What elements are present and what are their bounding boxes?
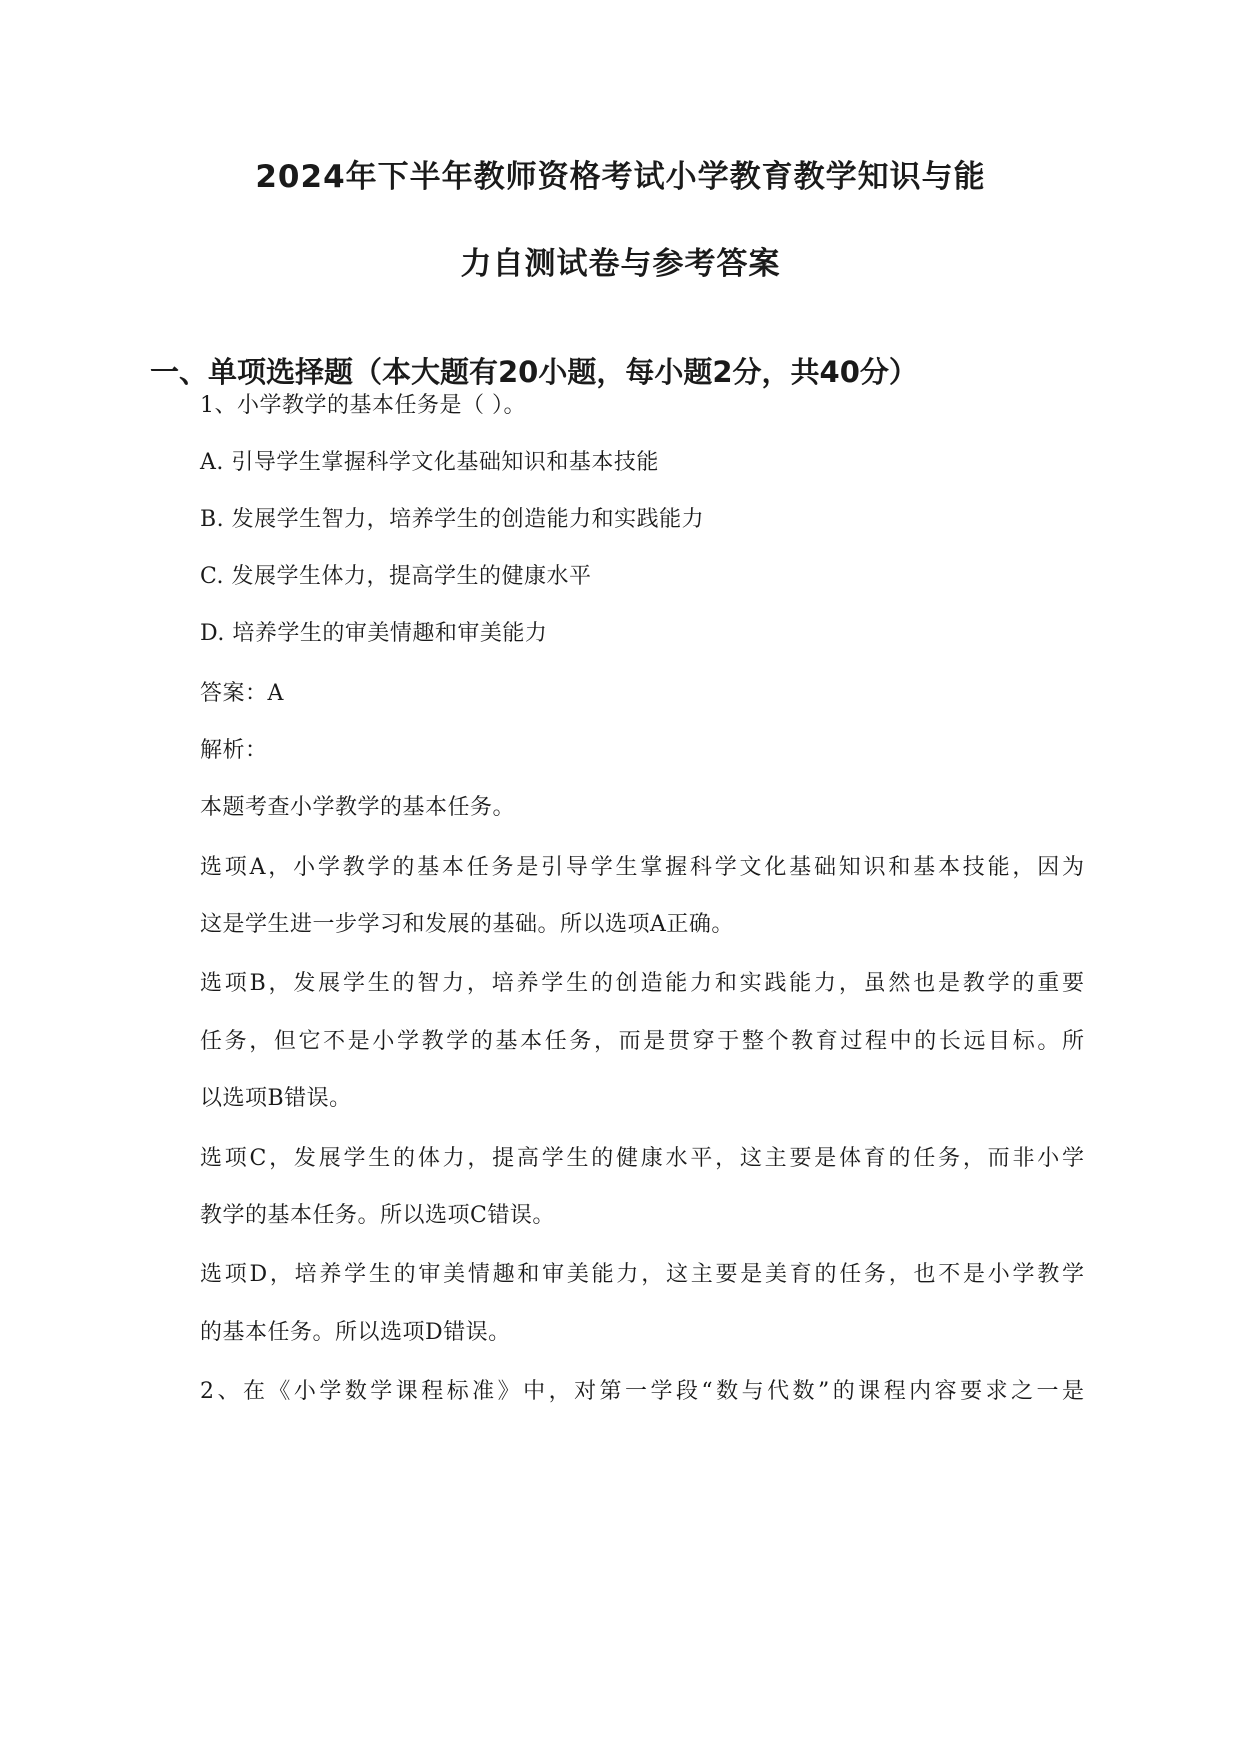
question-2-stem: 2、在《小学数学课程标准》中，对第一学段“数与代数”的课程内容要求之一是 [200,1379,1084,1404]
analysis-line: 任务，但它不是小学教学的基本任务，而是贯穿于整个教育过程中的长远目标。所 [200,1029,1084,1054]
document-title-line-1: 2024年下半年教师资格考试小学教育教学知识与能 [255,159,986,195]
analysis-line: 这是学生进一步学习和发展的基础。所以选项A正确。 [200,912,734,937]
question-1-option-d: D. 培养学生的审美情趣和审美能力 [200,621,548,646]
analysis-line: 教学的基本任务。所以选项C错误。 [200,1203,555,1228]
analysis-line: 选项B，发展学生的智力，培养学生的创造能力和实践能力，虽然也是教学的重要 [200,971,1084,996]
analysis-line: 选项D，培养学生的审美情趣和审美能力，这主要是美育的任务，也不是小学教学 [200,1262,1084,1287]
question-1-option-c: C. 发展学生体力，提高学生的健康水平 [200,564,592,589]
question-1-option-a: A. 引导学生掌握科学文化基础知识和基本技能 [200,450,659,475]
question-1-stem: 1、小学教学的基本任务是（ ）。 [200,393,526,418]
analysis-line: 本题考查小学教学的基本任务。 [200,795,516,820]
analysis-line: 的基本任务。所以选项D错误。 [200,1320,511,1345]
question-1-analysis-label: 解析： [200,738,268,763]
analysis-line: 以选项B错误。 [200,1086,352,1111]
analysis-line: 选项A，小学教学的基本任务是引导学生掌握科学文化基础知识和基本技能，因为 [200,855,1084,880]
document-title-line-2: 力自测试卷与参考答案 [460,246,781,282]
question-1-option-b: B. 发展学生智力，培养学生的创造能力和实践能力 [200,507,705,532]
analysis-line: 选项C，发展学生的体力，提高学生的健康水平，这主要是体育的任务，而非小学 [200,1146,1084,1171]
question-1-answer: 答案：A [200,681,284,706]
section-heading: 一、单项选择题（本大题有20小题，每小题2分，共40分） [150,355,918,389]
